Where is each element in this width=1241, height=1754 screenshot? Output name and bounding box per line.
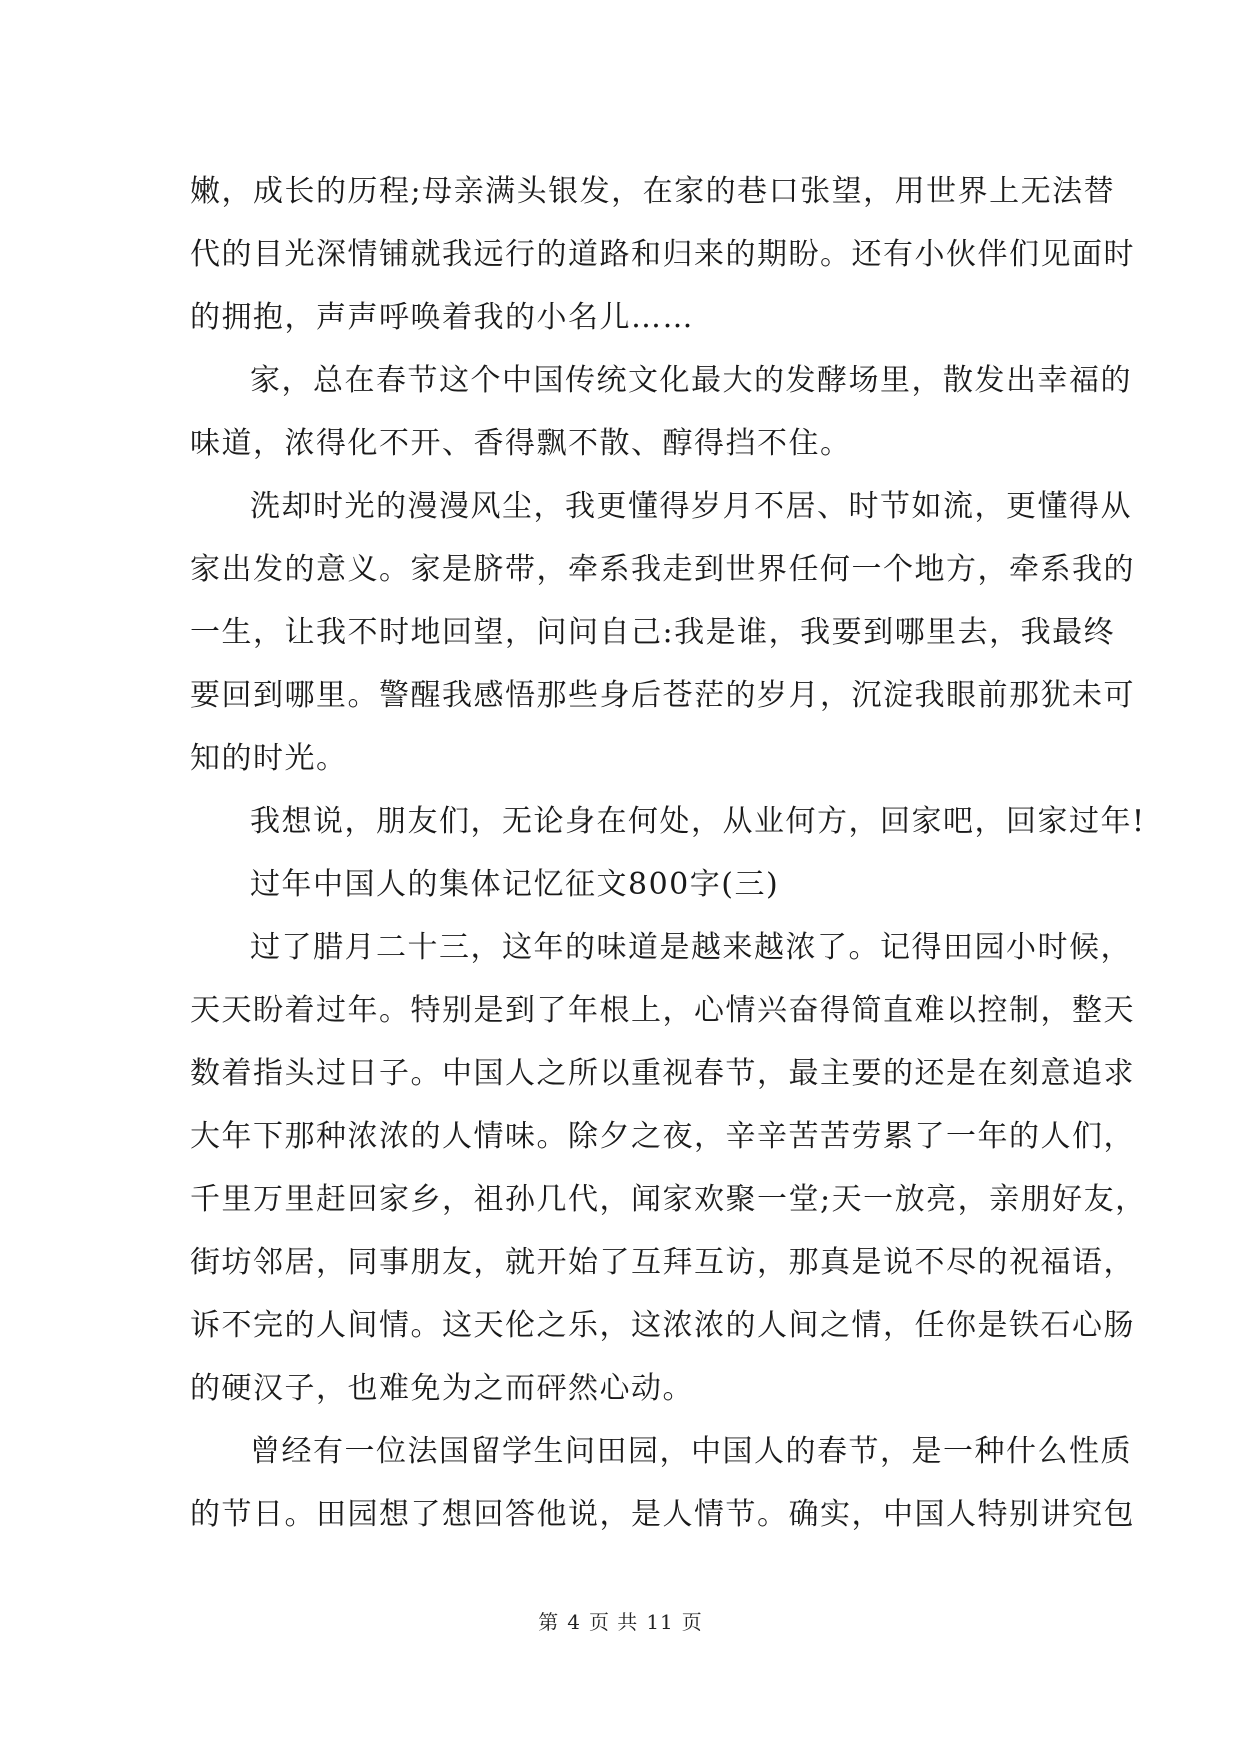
footer-page-number: 4 (567, 1610, 581, 1634)
page-footer (0, 1606, 1241, 1635)
text-line: 诉不完的人间情。这天伦之乐，这浓浓的人间之情，任你是铁石心肠 (190, 1308, 1135, 1343)
footer-prefix: 第 (538, 1610, 560, 1634)
text-line: 家出发的意义。家是脐带，牵系我走到世界任何一个地方，牵系我的 (190, 552, 1135, 587)
text-line: 街坊邻居，同事朋友，就开始了互拜互访，那真是说不尽的祝福语， (190, 1245, 1135, 1280)
text-line: 数着指头过日子。中国人之所以重视春节，最主要的还是在刻意追求 (190, 1056, 1135, 1091)
text-line: 一生，让我不时地回望，问问自己:我是谁，我要到哪里去，我最终 (190, 615, 1116, 650)
text-line: 天天盼着过年。特别是到了年根上，心情兴奋得简直难以控制，整天 (190, 993, 1135, 1028)
text-line: 家，总在春节这个中国传统文化最大的发酵场里，散发出幸福的 (250, 363, 1132, 398)
section-heading: 过年中国人的集体记忆征文800字(三) (250, 867, 780, 902)
text-line: 味道，浓得化不开、香得飘不散、醇得挡不住。 (190, 426, 852, 461)
text-line: 的硬汉子，也难免为之而砰然心动。 (190, 1371, 694, 1406)
text-line: 洗却时光的漫漫风尘，我更懂得岁月不居、时节如流，更懂得从 (250, 489, 1132, 524)
text-line: 知的时光。 (190, 741, 348, 776)
text-line: 过了腊月二十三，这年的味道是越来越浓了。记得田园小时候， (250, 930, 1132, 965)
text-line: 的拥抱，声声呼唤着我的小名儿…… (190, 300, 694, 335)
text-line: 千里万里赶回家乡，祖孙几代，闻家欢聚一堂;天一放亮，亲朋好友， (190, 1182, 1147, 1217)
text-line: 嫩，成长的历程;母亲满头银发，在家的巷口张望，用世界上无法替 (190, 174, 1116, 209)
text-line: 曾经有一位法国留学生问田园，中国人的春节，是一种什么性质 (250, 1434, 1132, 1469)
text-line: 的节日。田园想了想回答他说，是人情节。确实，中国人特别讲究包 (190, 1497, 1135, 1532)
text-line: 要回到哪里。警醒我感悟那些身后苍茫的岁月，沉淀我眼前那犹未可 (190, 678, 1135, 713)
text-line: 代的目光深情铺就我远行的道路和归来的期盼。还有小伙伴们见面时 (190, 237, 1135, 272)
footer-middle: 页 共 (588, 1610, 639, 1634)
text-line: 大年下那种浓浓的人情味。除夕之夜，辛辛苦苦劳累了一年的人们， (190, 1119, 1135, 1154)
text-line: 我想说，朋友们，无论身在何处，从业何方，回家吧，回家过年! (250, 804, 1146, 839)
footer-total-pages: 11 (646, 1610, 674, 1634)
document-body (190, 160, 1147, 1546)
footer-suffix: 页 (681, 1610, 703, 1634)
